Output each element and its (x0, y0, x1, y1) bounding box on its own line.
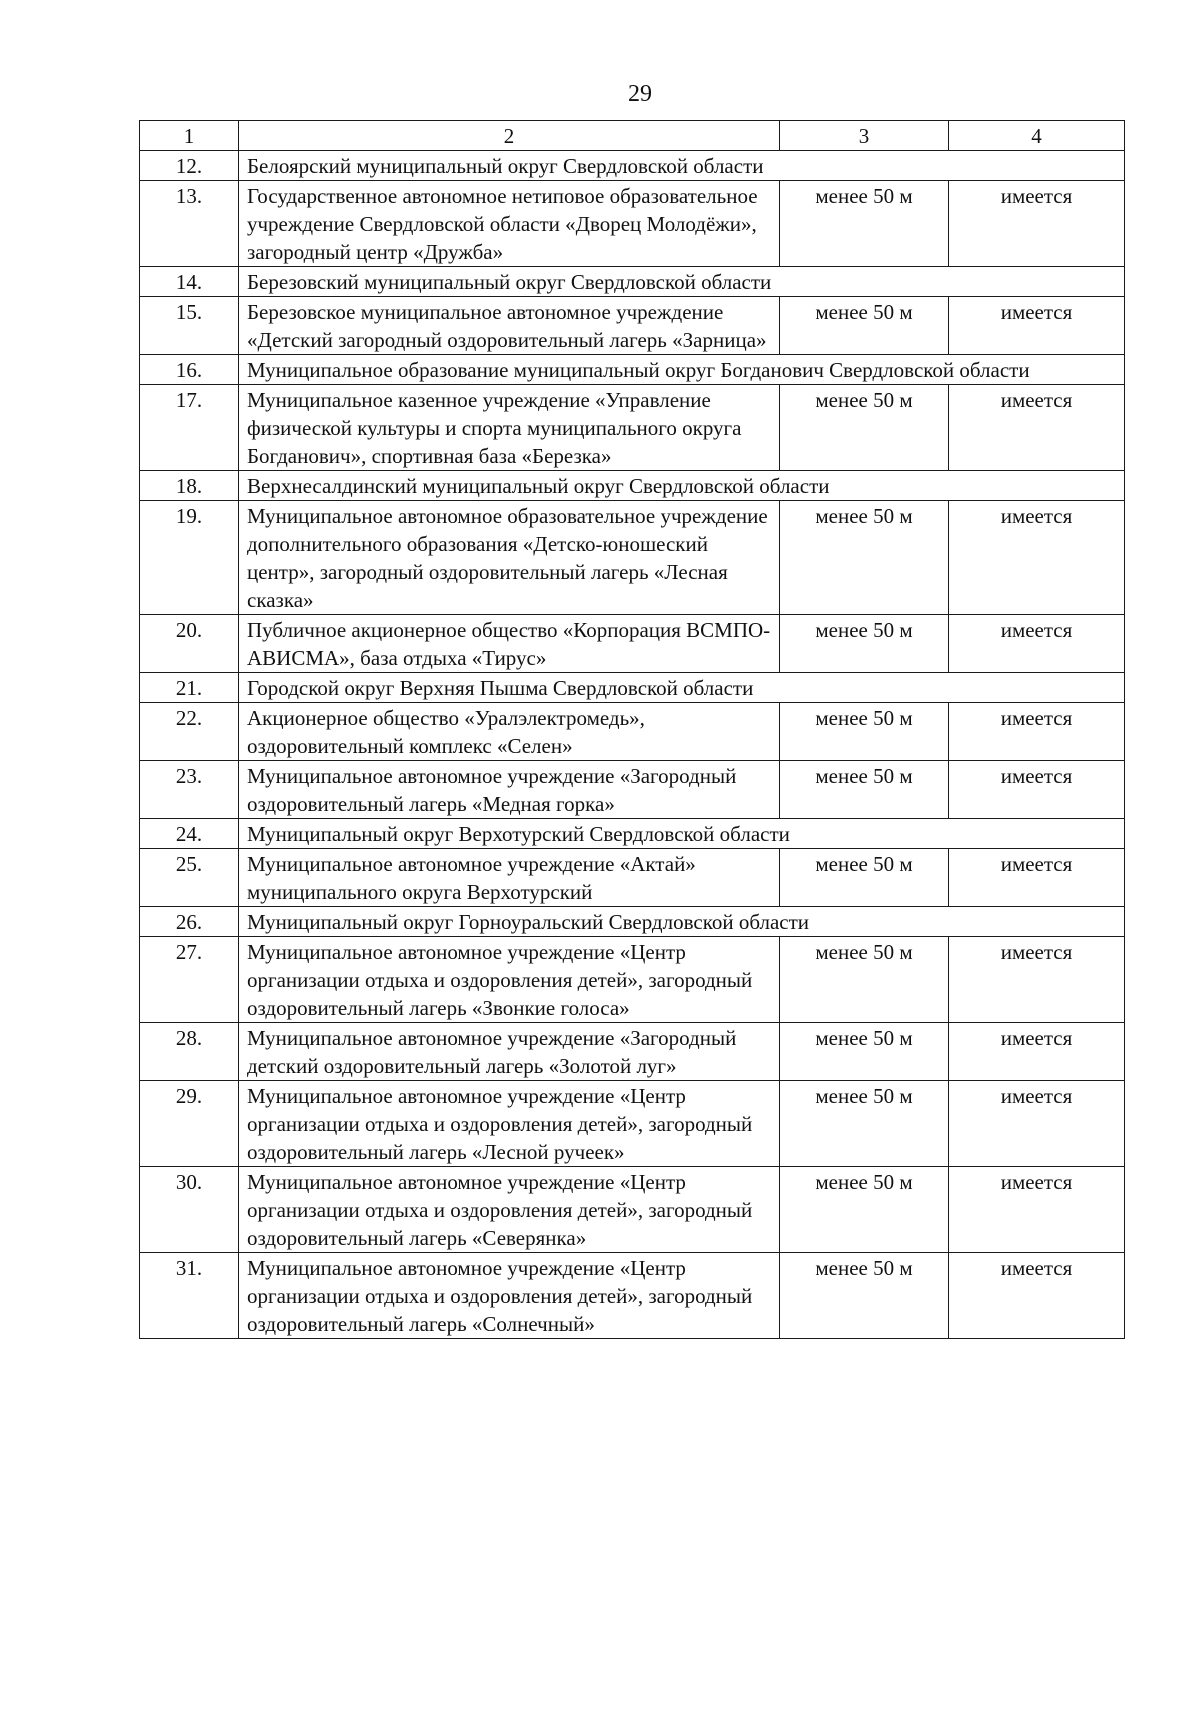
availability-cell: имеется (949, 703, 1125, 761)
row-number: 16. (140, 355, 239, 385)
row-number: 18. (140, 471, 239, 501)
table-row (140, 761, 1125, 819)
availability-cell: имеется (949, 297, 1125, 355)
facility-name: Публичное акционерное общество «Корпорация ВСМПО-АВИСМА», база отдыха «Тирус» (239, 615, 780, 673)
section-row (140, 819, 1125, 849)
facility-name: Муниципальное автономное учреждение «Загородный детский оздоровительный лагерь «Золотой луг» (239, 1023, 780, 1081)
section-row (140, 151, 1125, 181)
facility-name: Государственное автономное нетиповое образовательное учреждение Свердловской области «Дворец Молодёжи», загородный центр «Дружба» (239, 181, 780, 267)
page-number: 29 (628, 81, 652, 107)
row-number: 12. (140, 151, 239, 181)
section-row (140, 471, 1125, 501)
row-number: 14. (140, 267, 239, 297)
row-number: 13. (140, 181, 239, 267)
column-header: 2 (239, 121, 780, 151)
table-row (140, 385, 1125, 471)
row-number: 17. (140, 385, 239, 471)
availability-cell: имеется (949, 615, 1125, 673)
availability-cell: имеется (949, 937, 1125, 1023)
availability-cell: имеется (949, 761, 1125, 819)
facility-name: Муниципальное автономное учреждение «Центр организации отдыха и оздоровления детей», загородный оздоровительный лагерь «Лесной ручеек» (239, 1081, 780, 1167)
row-number: 19. (140, 501, 239, 615)
table-row (140, 703, 1125, 761)
section-title: Березовский муниципальный округ Свердловской области (239, 267, 1125, 297)
table-row (140, 1167, 1125, 1253)
distance-cell: менее 50 м (780, 297, 949, 355)
availability-cell: имеется (949, 501, 1125, 615)
table-row (140, 615, 1125, 673)
row-number: 29. (140, 1081, 239, 1167)
distance-cell: менее 50 м (780, 1023, 949, 1081)
row-number: 27. (140, 937, 239, 1023)
facility-name: Муниципальное автономное учреждение «Актай» муниципального округа Верхотурский (239, 849, 780, 907)
facility-name: Муниципальное автономное учреждение «Центр организации отдыха и оздоровления детей», загородный оздоровительный лагерь «Солнечный» (239, 1253, 780, 1339)
facility-name: Муниципальное автономное образовательное учреждение дополнительного образования «Детско-юношеский центр», загородный оздоровительный лагерь «Лесная сказка» (239, 501, 780, 615)
table-row (140, 1023, 1125, 1081)
table-row (140, 849, 1125, 907)
section-row (140, 267, 1125, 297)
availability-cell: имеется (949, 385, 1125, 471)
table-row (140, 501, 1125, 615)
facility-name: Муниципальное казенное учреждение «Управление физической культуры и спорта муниципального округа Богданович», спортивная база «Березка» (239, 385, 780, 471)
facilities-table (139, 120, 1125, 1339)
row-number: 25. (140, 849, 239, 907)
availability-cell: имеется (949, 1253, 1125, 1339)
row-number: 23. (140, 761, 239, 819)
column-header: 1 (140, 121, 239, 151)
distance-cell: менее 50 м (780, 615, 949, 673)
section-title: Муниципальный округ Верхотурский Свердловской области (239, 819, 1125, 849)
row-number: 30. (140, 1167, 239, 1253)
row-number: 15. (140, 297, 239, 355)
section-title: Городской округ Верхняя Пышма Свердловской области (239, 673, 1125, 703)
availability-cell: имеется (949, 1023, 1125, 1081)
section-title: Белоярский муниципальный округ Свердловской области (239, 151, 1125, 181)
availability-cell: имеется (949, 181, 1125, 267)
facility-name: Муниципальное автономное учреждение «Центр организации отдыха и оздоровления детей», загородный оздоровительный лагерь «Звонкие голоса» (239, 937, 780, 1023)
table-row (140, 1253, 1125, 1339)
row-number: 24. (140, 819, 239, 849)
distance-cell: менее 50 м (780, 1081, 949, 1167)
table-row (140, 1081, 1125, 1167)
row-number: 28. (140, 1023, 239, 1081)
distance-cell: менее 50 м (780, 703, 949, 761)
section-title: Верхнесалдинский муниципальный округ Свердловской области (239, 471, 1125, 501)
row-number: 26. (140, 907, 239, 937)
availability-cell: имеется (949, 1167, 1125, 1253)
section-title: Муниципальное образование муниципальный округ Богданович Свердловской области (239, 355, 1125, 385)
section-row (140, 355, 1125, 385)
distance-cell: менее 50 м (780, 1167, 949, 1253)
table-body (140, 121, 1125, 1339)
section-row (140, 907, 1125, 937)
row-number: 20. (140, 615, 239, 673)
distance-cell: менее 50 м (780, 1253, 949, 1339)
column-header: 3 (780, 121, 949, 151)
section-row (140, 673, 1125, 703)
section-title: Муниципальный округ Горноуральский Свердловской области (239, 907, 1125, 937)
distance-cell: менее 50 м (780, 761, 949, 819)
facility-name: Акционерное общество «Уралэлектромедь», оздоровительный комплекс «Селен» (239, 703, 780, 761)
availability-cell: имеется (949, 849, 1125, 907)
facility-name: Березовское муниципальное автономное учреждение «Детский загородный оздоровительный лагерь «Зарница» (239, 297, 780, 355)
table-row (140, 297, 1125, 355)
facility-name: Муниципальное автономное учреждение «Загородный оздоровительный лагерь «Медная горка» (239, 761, 780, 819)
facility-name: Муниципальное автономное учреждение «Центр организации отдыха и оздоровления детей», загородный оздоровительный лагерь «Северянка» (239, 1167, 780, 1253)
distance-cell: менее 50 м (780, 181, 949, 267)
availability-cell: имеется (949, 1081, 1125, 1167)
column-header: 4 (949, 121, 1125, 151)
table-header-row (140, 121, 1125, 151)
distance-cell: менее 50 м (780, 501, 949, 615)
distance-cell: менее 50 м (780, 937, 949, 1023)
distance-cell: менее 50 м (780, 849, 949, 907)
row-number: 22. (140, 703, 239, 761)
row-number: 31. (140, 1253, 239, 1339)
table-row (140, 937, 1125, 1023)
table-row (140, 181, 1125, 267)
distance-cell: менее 50 м (780, 385, 949, 471)
row-number: 21. (140, 673, 239, 703)
